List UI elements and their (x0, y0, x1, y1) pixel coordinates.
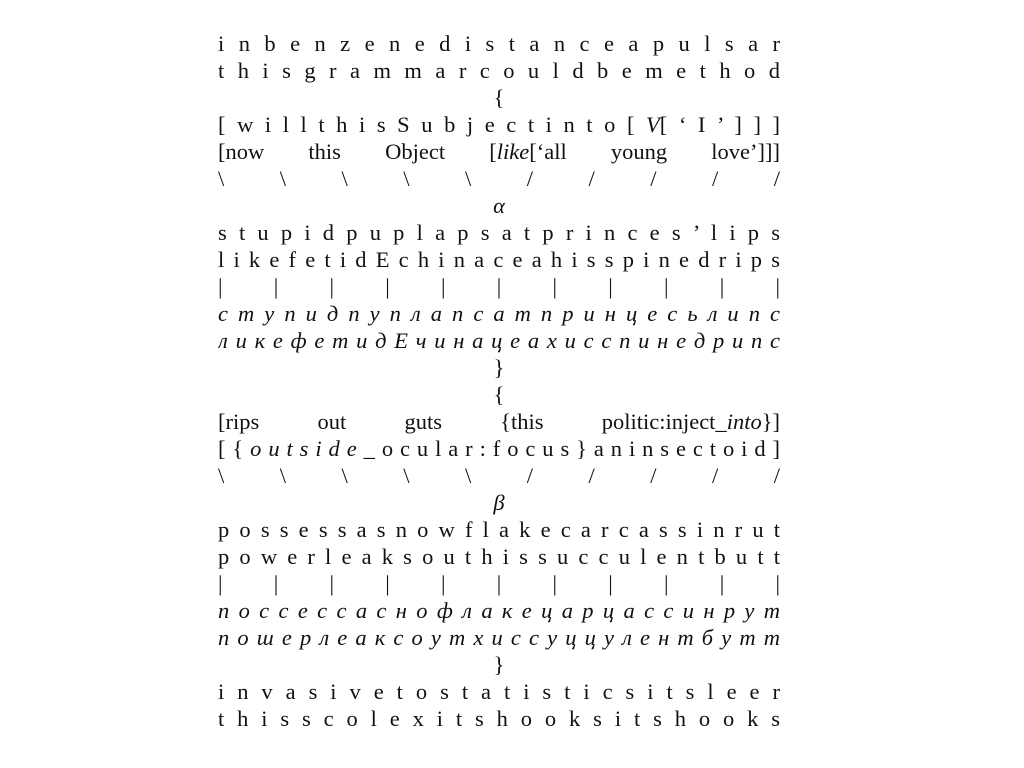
line-segment: _ o c u l a r : f o c u s } a n i n s e c t o i d ] (356, 436, 780, 461)
poem-line: п о с с е с с а с н о ф л а к е ц а р ц а с с и н р у т (218, 598, 780, 623)
poem-line: α (493, 193, 505, 218)
poem-line: л и к е ф е т и д Е ч и н а ц е а х и с с п и н е д р и п с (218, 328, 780, 353)
poem-line: i n v a s i v e t o s t a t i s t i c s i t s l e e r (218, 679, 780, 704)
poem-line: s t u p i d p u p l a p s a t p r i n c e s ’ l i p s (218, 220, 780, 245)
poem-line (218, 111, 780, 138)
poem-line: с т у п и д п у п л а п с а т п р и н ц е с ь л и п с (218, 301, 780, 326)
poem-line: p o w e r l e a k s o u t h i s s u c c u l e n t b u t t (218, 544, 780, 569)
poem-line: | | | | | | | | | | | (218, 571, 780, 596)
poem-line: } (493, 652, 505, 677)
line-segment: [rips out guts {this politic:inject_ (218, 409, 727, 434)
poem-line (218, 408, 780, 435)
italic-word: V (646, 112, 660, 137)
italic-word: o u t s i d e (250, 436, 357, 461)
poem-line: \ \ \ \ \ / / / / / (218, 166, 780, 191)
poem-line: \ \ \ \ \ / / / / / (218, 463, 780, 488)
poem-line: β (493, 490, 505, 515)
poem-line (218, 435, 780, 462)
line-segment: [now this Object [ (218, 139, 497, 164)
line-segment: [ { (218, 436, 251, 461)
poem-line: p o s s e s s a s n o w f l a k e c a r c a s s i n r u t (218, 517, 780, 542)
line-segment: }] (761, 409, 780, 434)
line-segment: [ w i l l t h i s S u b j e c t i n t o [ (218, 112, 647, 137)
poem-line: t h i s s c o l e x i t s h o o k s i t s h o o k s (218, 706, 780, 731)
poem-line: п о ш е р л е а к с о у т х и с с у ц ц у л е н т б у т т (218, 625, 780, 650)
poem-line (218, 138, 780, 165)
poem-line: t h i s g r a m m a r c o u l d b e m e t h o d (218, 58, 780, 83)
poem-line: i n b e n z e n e d i s t a n c e a p u l s a r (218, 31, 780, 56)
line-segment: [‘all young love’]]] (529, 139, 780, 164)
poem-line: } (493, 355, 505, 380)
poem-line: { (493, 85, 505, 110)
poem-line: | | | | | | | | | | | (218, 274, 780, 299)
line-segment: [ ‘ I ’ ] ] ] (659, 112, 780, 137)
italic-word: like (496, 139, 530, 164)
poem-line: l i k e f e t i d E c h i n a c e a h i s s p i n e d r i p s (218, 247, 780, 272)
poem-body (218, 30, 780, 732)
italic-word: into (726, 409, 762, 434)
poem-line: { (493, 382, 505, 407)
